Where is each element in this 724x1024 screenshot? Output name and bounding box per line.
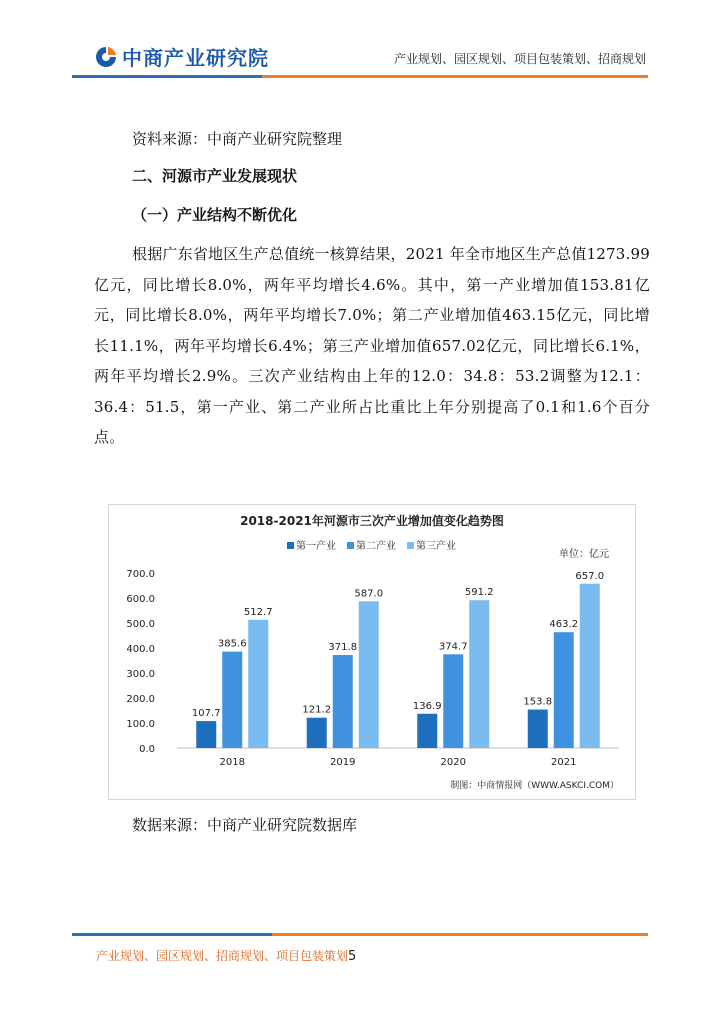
bar-2021-第一产业 <box>528 710 548 748</box>
legend-entry: 第三产业 <box>416 541 456 552</box>
x-tick-label: 2021 <box>551 757 577 768</box>
x-tick-label: 2020 <box>440 757 466 768</box>
footer <box>96 947 356 964</box>
header-services: 产业规划、园区规划、项目包装策划、招商规划 <box>393 52 646 66</box>
bar-2019-第一产业 <box>307 718 327 748</box>
page-number: 5 <box>348 949 357 964</box>
bar-2019-第二产业 <box>333 655 353 748</box>
data-label: 385.6 <box>217 638 247 650</box>
data-label: 587.0 <box>354 588 384 600</box>
company-logo <box>94 42 269 71</box>
legend-swatch <box>287 542 294 549</box>
y-tick-label: 600.0 <box>126 594 155 605</box>
source-note-top: 资料来源：中商产业研究院整理 <box>132 130 343 148</box>
footer-divider-blue <box>72 933 272 936</box>
bar-chart <box>108 504 636 800</box>
data-label: 371.8 <box>328 642 358 654</box>
data-label: 121.2 <box>302 704 332 716</box>
footer-divider-orange <box>272 933 648 936</box>
chart-bars <box>192 571 604 748</box>
data-label: 107.7 <box>191 708 221 720</box>
chart-legend <box>287 539 456 552</box>
data-label: 374.7 <box>438 641 468 653</box>
bar-2019-第三产业 <box>359 601 379 748</box>
data-label: 463.2 <box>549 619 579 631</box>
y-tick-label: 100.0 <box>126 719 155 730</box>
source-note-bottom: 数据来源：中商产业研究院数据库 <box>132 816 358 834</box>
y-tick-label: 700.0 <box>126 569 155 580</box>
y-tick-label: 300.0 <box>126 669 155 680</box>
footer-services: 产业规划、园区规划、招商规划、项目包装策划 <box>96 949 349 963</box>
body-paragraph: 根据广东省地区生产总值统一核算结果，2021 年全市地区生产总值1273.99亿元，同比增长8.0%，两年平均增长4.6%。其中，第一产业增加值153.81亿元，同比增长8.0%，两年平均增长7.0%；第二产业增加值463.15亿元，同比增长11.1%，两年平均增长6.4%；第三产业增加值657.02亿元，同比增长6.1%，两年平均增长2.9%。三次产业结构由上年的12.0：34.8：53.2调整为12.1：36.4：51.5，第一产业、第二产业所占比重比上年分别提高了0.1和1.6个百分点。 <box>94 245 650 446</box>
legend-entry: 第一产业 <box>296 541 336 552</box>
x-tick-label: 2018 <box>219 757 245 768</box>
bar-2021-第二产业 <box>554 632 574 748</box>
y-tick-label: 500.0 <box>126 619 155 630</box>
legend-swatch <box>407 542 414 549</box>
data-label: 657.0 <box>575 570 605 582</box>
bar-2018-第三产业 <box>248 620 268 748</box>
chart-title: 2018-2021年河源市三次产业增加值变化趋势图 <box>240 514 504 528</box>
bar-2020-第三产业 <box>469 600 489 748</box>
chart-credit: 制图：中商情报网（WWW.ASKCI.COM） <box>450 781 619 791</box>
x-tick-label: 2019 <box>330 757 356 768</box>
header-divider-blue <box>72 75 262 78</box>
chart-x-axis <box>220 757 577 768</box>
bar-2020-第一产业 <box>417 714 437 748</box>
logo-mark-icon <box>94 45 118 69</box>
y-tick-label: 200.0 <box>126 694 155 705</box>
bar-2020-第二产业 <box>443 654 463 748</box>
y-tick-label: 0.0 <box>139 744 155 755</box>
bar-2018-第二产业 <box>222 652 242 748</box>
data-label: 153.8 <box>523 696 553 708</box>
data-label: 512.7 <box>243 606 273 618</box>
header-divider-orange <box>262 75 648 78</box>
data-label: 591.2 <box>464 587 494 599</box>
section-heading: 二、河源市产业发展现状 <box>132 167 298 185</box>
bar-2018-第一产业 <box>196 721 216 748</box>
chart-unit-label: 单位：亿元 <box>559 549 609 560</box>
legend-swatch <box>347 542 354 549</box>
legend-entry: 第二产业 <box>356 541 396 552</box>
chart-canvas <box>109 505 635 799</box>
logo-text: 中商产业研究院 <box>122 46 269 70</box>
y-tick-label: 400.0 <box>126 644 155 655</box>
data-label: 136.9 <box>412 700 442 712</box>
bar-2021-第三产业 <box>580 584 600 748</box>
subsection-heading: （一）产业结构不断优化 <box>132 206 298 224</box>
